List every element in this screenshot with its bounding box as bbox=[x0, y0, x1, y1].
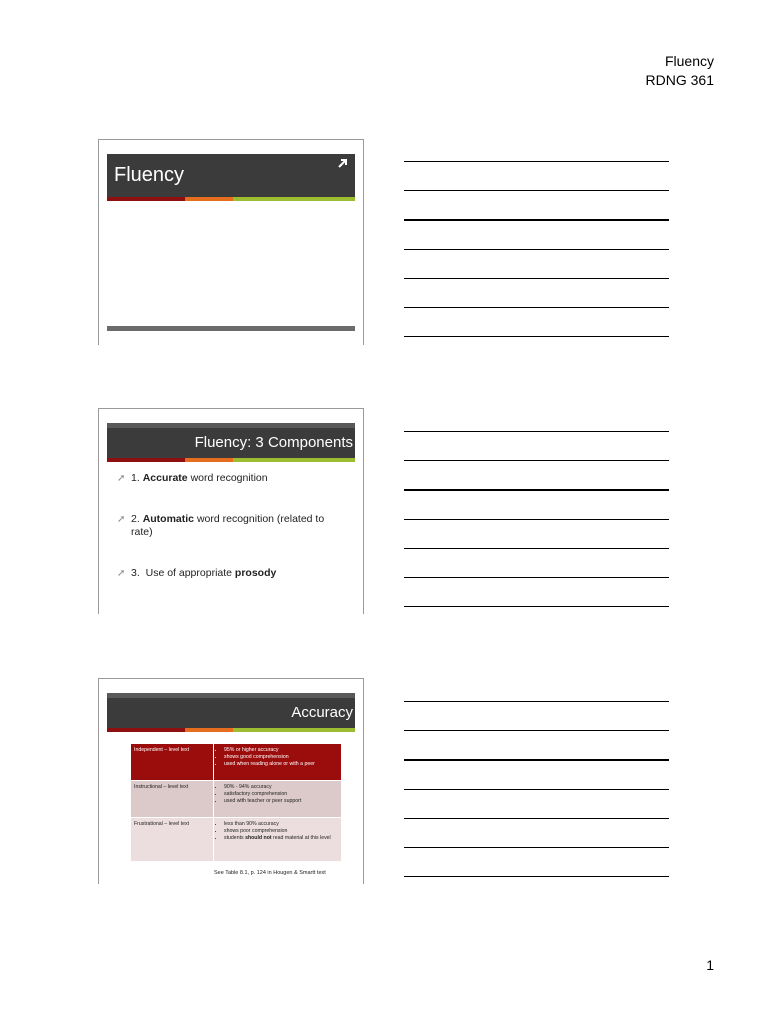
arrow-up-right-icon: ➚ bbox=[117, 514, 126, 525]
slide-title: Fluency bbox=[114, 164, 185, 186]
criteria-cell: • 95% or higher accuracy • shows good comprehension • used when reading alone or with a peer bbox=[214, 744, 342, 781]
table-source-note: See Table 8.1, p. 124 in Hougen & Smartt text bbox=[214, 870, 326, 876]
criteria-cell: • 90% - 94% accuracy • satisfactory comprehension • used with teacher or peer support bbox=[214, 781, 342, 818]
slide-title: Fluency: 3 Components bbox=[194, 434, 353, 451]
table-row bbox=[131, 818, 342, 862]
level-cell: Instructional – level text bbox=[131, 781, 214, 818]
slide-2 bbox=[98, 408, 364, 614]
table-row bbox=[131, 744, 342, 781]
bullet-item: ➚ 2. Automatic word recognition (related to rate) bbox=[117, 513, 325, 538]
slide-title-bar bbox=[107, 698, 355, 728]
page-number: 1 bbox=[706, 957, 714, 973]
level-cell: Frustrational – level text bbox=[131, 818, 214, 862]
accuracy-table bbox=[130, 743, 342, 862]
level-cell: Independent – level text bbox=[131, 744, 214, 781]
slide-3 bbox=[98, 678, 364, 884]
slide-title: Accuracy bbox=[291, 704, 353, 721]
bullet-item: ➚ 3. Use of appropriate prosody bbox=[117, 567, 277, 579]
page-header bbox=[646, 52, 714, 90]
arrow-up-right-icon: ➚ bbox=[117, 473, 126, 484]
arrow-up-right-icon bbox=[337, 157, 349, 172]
slide-title-bar bbox=[107, 428, 355, 458]
slide-1 bbox=[98, 139, 364, 345]
bullet-list bbox=[117, 472, 347, 608]
accent-stripe bbox=[107, 458, 355, 462]
slide-bottom-bar bbox=[107, 326, 355, 331]
table-row bbox=[131, 781, 342, 818]
header-course: RDNG 361 bbox=[645, 72, 714, 88]
accent-stripe bbox=[107, 728, 355, 732]
header-title: Fluency bbox=[664, 53, 714, 69]
accent-stripe bbox=[107, 197, 355, 201]
bullet-item: ➚ 1. Accurate word recognition bbox=[117, 472, 268, 484]
arrow-up-right-icon: ➚ bbox=[117, 568, 126, 579]
criteria-cell: • less than 90% accuracy • shows poor comprehension • students should not read material at this level bbox=[214, 818, 342, 862]
slide-title-bar bbox=[107, 154, 355, 197]
